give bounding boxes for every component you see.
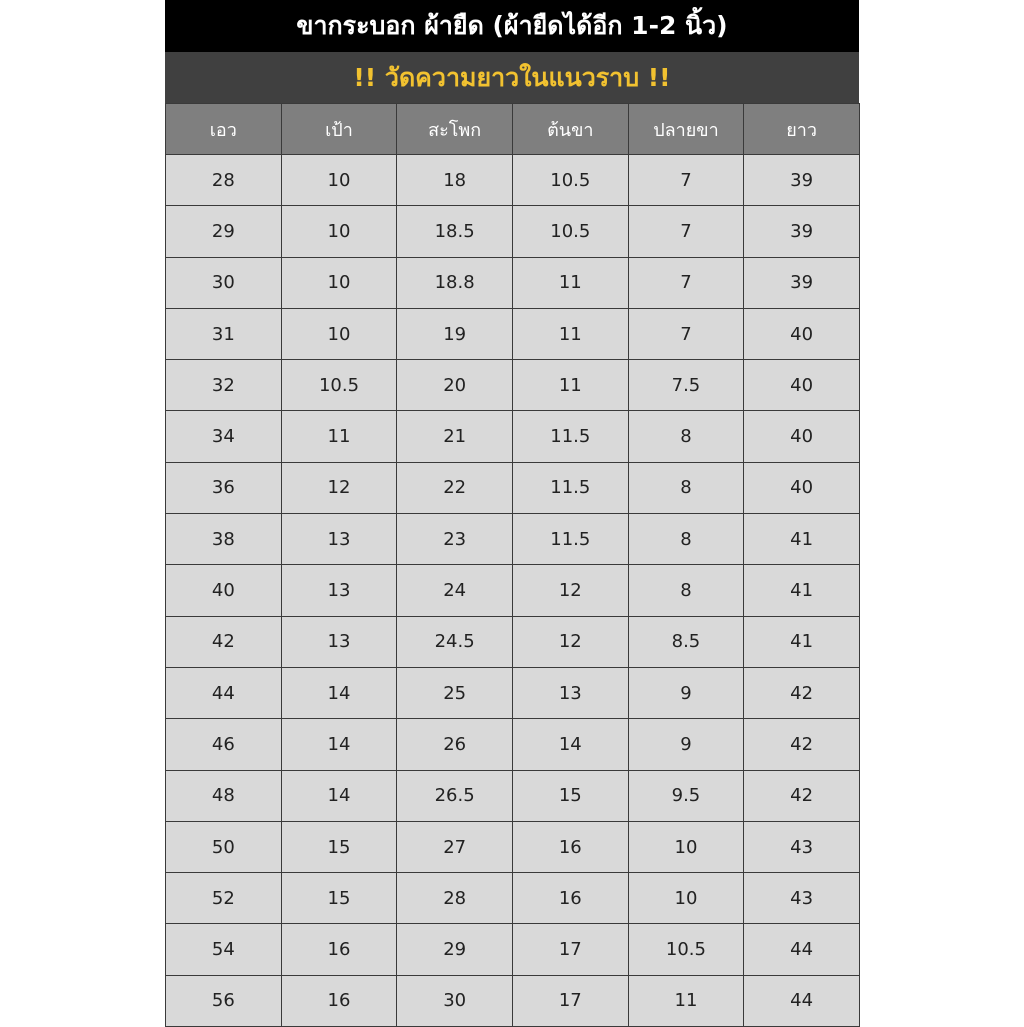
cell-hip: 28 bbox=[397, 873, 513, 924]
cell-leg-opening: 7 bbox=[628, 206, 744, 257]
table-row bbox=[166, 360, 860, 411]
cell-thigh: 10.5 bbox=[512, 206, 628, 257]
cell-rise: 15 bbox=[281, 873, 397, 924]
cell-leg-opening: 8 bbox=[628, 411, 744, 462]
table-row bbox=[166, 257, 860, 308]
cell-leg-opening: 10.5 bbox=[628, 924, 744, 975]
header-hip: สะโพก bbox=[397, 104, 513, 155]
cell-hip: 26 bbox=[397, 719, 513, 770]
cell-rise: 10 bbox=[281, 155, 397, 206]
cell-length: 43 bbox=[744, 821, 860, 872]
cell-thigh: 11.5 bbox=[512, 411, 628, 462]
cell-leg-opening: 8 bbox=[628, 462, 744, 513]
cell-hip: 29 bbox=[397, 924, 513, 975]
cell-rise: 10 bbox=[281, 206, 397, 257]
cell-hip: 27 bbox=[397, 821, 513, 872]
cell-rise: 13 bbox=[281, 514, 397, 565]
cell-leg-opening: 9 bbox=[628, 719, 744, 770]
cell-waist: 50 bbox=[166, 821, 282, 872]
table-row bbox=[166, 667, 860, 718]
cell-rise: 15 bbox=[281, 821, 397, 872]
cell-leg-opening: 7.5 bbox=[628, 360, 744, 411]
cell-waist: 42 bbox=[166, 616, 282, 667]
cell-waist: 38 bbox=[166, 514, 282, 565]
cell-hip: 22 bbox=[397, 462, 513, 513]
cell-waist: 40 bbox=[166, 565, 282, 616]
cell-hip: 18.8 bbox=[397, 257, 513, 308]
cell-rise: 14 bbox=[281, 719, 397, 770]
cell-length: 44 bbox=[744, 975, 860, 1026]
cell-thigh: 13 bbox=[512, 667, 628, 718]
cell-rise: 12 bbox=[281, 462, 397, 513]
header-length: ยาว bbox=[744, 104, 860, 155]
cell-rise: 14 bbox=[281, 667, 397, 718]
table-row bbox=[166, 206, 860, 257]
cell-rise: 13 bbox=[281, 565, 397, 616]
header-leg-opening: ปลายขา bbox=[628, 104, 744, 155]
cell-length: 42 bbox=[744, 770, 860, 821]
table-row bbox=[166, 873, 860, 924]
cell-hip: 18 bbox=[397, 155, 513, 206]
chart-title: ขากระบอก ผ้ายืด (ผ้ายืดได้อีก 1-2 นิ้ว) bbox=[165, 0, 859, 52]
cell-thigh: 12 bbox=[512, 565, 628, 616]
cell-thigh: 11.5 bbox=[512, 462, 628, 513]
cell-thigh: 16 bbox=[512, 821, 628, 872]
cell-length: 39 bbox=[744, 257, 860, 308]
cell-waist: 52 bbox=[166, 873, 282, 924]
cell-length: 40 bbox=[744, 360, 860, 411]
cell-thigh: 11 bbox=[512, 308, 628, 359]
table-row bbox=[166, 462, 860, 513]
table-header-row bbox=[166, 104, 860, 155]
cell-length: 39 bbox=[744, 206, 860, 257]
cell-waist: 34 bbox=[166, 411, 282, 462]
cell-leg-opening: 10 bbox=[628, 873, 744, 924]
header-thigh: ต้นขา bbox=[512, 104, 628, 155]
cell-leg-opening: 9.5 bbox=[628, 770, 744, 821]
cell-waist: 31 bbox=[166, 308, 282, 359]
table-row bbox=[166, 616, 860, 667]
cell-hip: 21 bbox=[397, 411, 513, 462]
cell-waist: 44 bbox=[166, 667, 282, 718]
cell-waist: 32 bbox=[166, 360, 282, 411]
cell-length: 40 bbox=[744, 462, 860, 513]
table-row bbox=[166, 155, 860, 206]
cell-hip: 24.5 bbox=[397, 616, 513, 667]
cell-thigh: 17 bbox=[512, 975, 628, 1026]
size-chart-sheet bbox=[165, 0, 859, 1024]
cell-leg-opening: 8 bbox=[628, 565, 744, 616]
cell-length: 44 bbox=[744, 924, 860, 975]
cell-leg-opening: 11 bbox=[628, 975, 744, 1026]
cell-length: 41 bbox=[744, 565, 860, 616]
cell-length: 40 bbox=[744, 308, 860, 359]
cell-leg-opening: 7 bbox=[628, 308, 744, 359]
cell-thigh: 16 bbox=[512, 873, 628, 924]
cell-hip: 25 bbox=[397, 667, 513, 718]
cell-rise: 14 bbox=[281, 770, 397, 821]
cell-thigh: 12 bbox=[512, 616, 628, 667]
cell-length: 42 bbox=[744, 667, 860, 718]
cell-leg-opening: 8.5 bbox=[628, 616, 744, 667]
cell-hip: 20 bbox=[397, 360, 513, 411]
cell-thigh: 15 bbox=[512, 770, 628, 821]
cell-thigh: 10.5 bbox=[512, 155, 628, 206]
cell-thigh: 14 bbox=[512, 719, 628, 770]
cell-thigh: 11.5 bbox=[512, 514, 628, 565]
cell-rise: 11 bbox=[281, 411, 397, 462]
cell-waist: 48 bbox=[166, 770, 282, 821]
cell-waist: 29 bbox=[166, 206, 282, 257]
cell-length: 39 bbox=[744, 155, 860, 206]
cell-rise: 16 bbox=[281, 924, 397, 975]
size-table bbox=[165, 103, 860, 1027]
table-row bbox=[166, 719, 860, 770]
measurement-notice: !! วัดความยาวในแนวราบ !! bbox=[165, 52, 859, 103]
cell-hip: 26.5 bbox=[397, 770, 513, 821]
cell-length: 41 bbox=[744, 514, 860, 565]
cell-leg-opening: 8 bbox=[628, 514, 744, 565]
cell-leg-opening: 10 bbox=[628, 821, 744, 872]
cell-waist: 28 bbox=[166, 155, 282, 206]
table-row bbox=[166, 565, 860, 616]
cell-leg-opening: 9 bbox=[628, 667, 744, 718]
table-body bbox=[166, 155, 860, 1027]
cell-waist: 46 bbox=[166, 719, 282, 770]
table-row bbox=[166, 411, 860, 462]
cell-length: 40 bbox=[744, 411, 860, 462]
cell-hip: 24 bbox=[397, 565, 513, 616]
table-row bbox=[166, 821, 860, 872]
cell-leg-opening: 7 bbox=[628, 155, 744, 206]
cell-waist: 30 bbox=[166, 257, 282, 308]
table-row bbox=[166, 514, 860, 565]
header-waist: เอว bbox=[166, 104, 282, 155]
cell-length: 42 bbox=[744, 719, 860, 770]
cell-waist: 54 bbox=[166, 924, 282, 975]
table-row bbox=[166, 924, 860, 975]
cell-hip: 23 bbox=[397, 514, 513, 565]
cell-hip: 18.5 bbox=[397, 206, 513, 257]
cell-waist: 36 bbox=[166, 462, 282, 513]
cell-length: 43 bbox=[744, 873, 860, 924]
cell-thigh: 17 bbox=[512, 924, 628, 975]
cell-hip: 19 bbox=[397, 308, 513, 359]
table-row bbox=[166, 308, 860, 359]
cell-thigh: 11 bbox=[512, 360, 628, 411]
header-rise: เป้า bbox=[281, 104, 397, 155]
cell-rise: 10 bbox=[281, 308, 397, 359]
cell-leg-opening: 7 bbox=[628, 257, 744, 308]
cell-rise: 13 bbox=[281, 616, 397, 667]
cell-waist: 56 bbox=[166, 975, 282, 1026]
cell-rise: 16 bbox=[281, 975, 397, 1026]
table-row bbox=[166, 975, 860, 1026]
cell-rise: 10 bbox=[281, 257, 397, 308]
table-row bbox=[166, 770, 860, 821]
cell-length: 41 bbox=[744, 616, 860, 667]
cell-hip: 30 bbox=[397, 975, 513, 1026]
cell-thigh: 11 bbox=[512, 257, 628, 308]
cell-rise: 10.5 bbox=[281, 360, 397, 411]
